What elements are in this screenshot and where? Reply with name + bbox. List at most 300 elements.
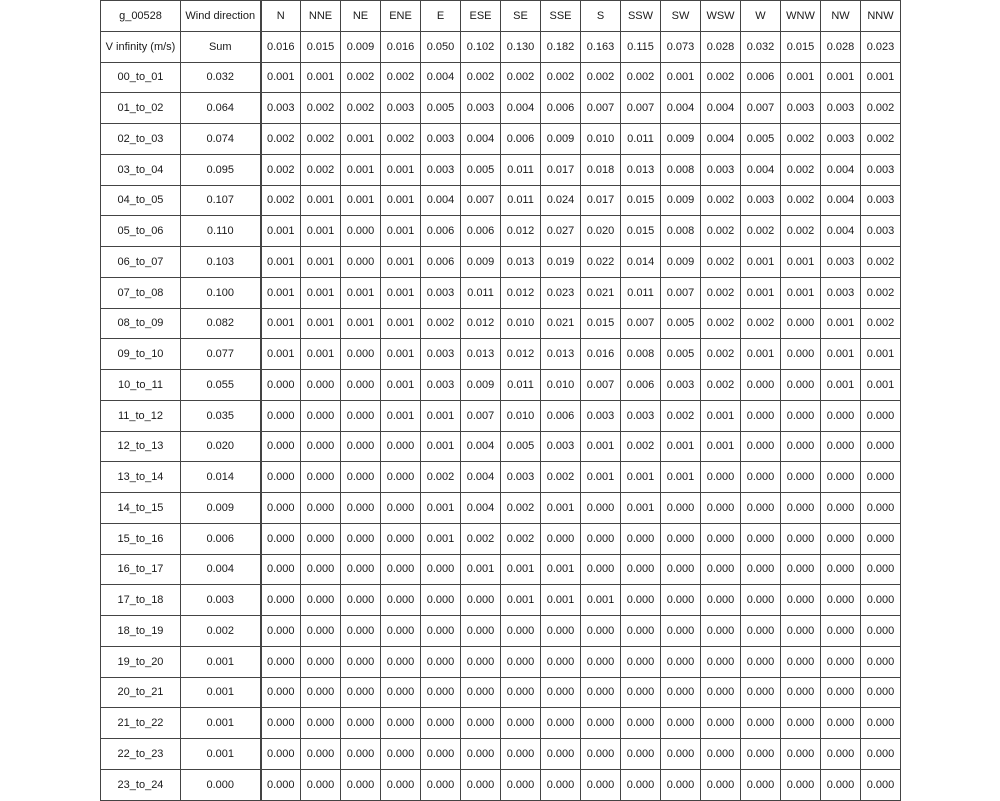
frequency-cell: 0.004 <box>461 493 501 524</box>
direction-header-cell: SE <box>501 1 541 32</box>
frequency-cell: 0.000 <box>581 523 621 554</box>
frequency-cell: 0.006 <box>541 400 581 431</box>
frequency-cell: 0.005 <box>421 93 461 124</box>
frequency-cell: 0.000 <box>861 400 901 431</box>
frequency-cell: 0.001 <box>541 585 581 616</box>
frequency-cell: 0.000 <box>621 523 661 554</box>
frequency-cell: 0.021 <box>541 308 581 339</box>
frequency-cell: 0.002 <box>461 62 501 93</box>
frequency-cell: 0.001 <box>501 554 541 585</box>
frequency-cell: 0.003 <box>421 154 461 185</box>
row-sum-cell: 0.077 <box>181 339 261 370</box>
frequency-cell: 0.001 <box>381 400 421 431</box>
frequency-cell: 0.000 <box>581 708 621 739</box>
frequency-cell: 0.011 <box>501 370 541 401</box>
frequency-cell: 0.002 <box>421 462 461 493</box>
frequency-cell: 0.002 <box>381 62 421 93</box>
row-sum-cell: 0.014 <box>181 462 261 493</box>
frequency-cell: 0.000 <box>341 523 381 554</box>
frequency-cell: 0.002 <box>541 62 581 93</box>
frequency-cell: 0.000 <box>621 585 661 616</box>
frequency-cell: 0.000 <box>821 677 861 708</box>
table-id-cell: g_00528 <box>101 1 181 32</box>
speed-bin-label: 05_to_06 <box>101 216 181 247</box>
frequency-cell: 0.002 <box>301 124 341 155</box>
speed-bin-label: 12_to_13 <box>101 431 181 462</box>
frequency-cell: 0.002 <box>861 247 901 278</box>
frequency-cell: 0.002 <box>701 185 741 216</box>
frequency-cell: 0.002 <box>661 400 701 431</box>
frequency-cell: 0.000 <box>781 370 821 401</box>
frequency-cell: 0.000 <box>741 431 781 462</box>
frequency-cell: 0.000 <box>741 554 781 585</box>
frequency-cell: 0.001 <box>541 493 581 524</box>
frequency-cell: 0.000 <box>821 523 861 554</box>
frequency-cell: 0.000 <box>421 677 461 708</box>
direction-sum-cell: 0.028 <box>821 31 861 62</box>
frequency-cell: 0.000 <box>261 493 301 524</box>
table-row <box>101 93 901 124</box>
frequency-cell: 0.001 <box>621 493 661 524</box>
frequency-cell: 0.007 <box>741 93 781 124</box>
table-row <box>101 523 901 554</box>
frequency-cell: 0.000 <box>621 616 661 647</box>
frequency-cell: 0.002 <box>461 523 501 554</box>
frequency-cell: 0.000 <box>861 585 901 616</box>
speed-bin-label: 07_to_08 <box>101 277 181 308</box>
frequency-cell: 0.012 <box>501 277 541 308</box>
row-sum-cell: 0.074 <box>181 124 261 155</box>
direction-header-cell: S <box>581 1 621 32</box>
frequency-cell: 0.013 <box>621 154 661 185</box>
direction-header-cell: ENE <box>381 1 421 32</box>
frequency-cell: 0.004 <box>461 431 501 462</box>
speed-bin-label: 02_to_03 <box>101 124 181 155</box>
frequency-cell: 0.000 <box>661 616 701 647</box>
frequency-cell: 0.002 <box>581 62 621 93</box>
direction-sum-cell: 0.015 <box>301 31 341 62</box>
frequency-cell: 0.000 <box>781 708 821 739</box>
frequency-cell: 0.000 <box>581 493 621 524</box>
frequency-cell: 0.000 <box>341 585 381 616</box>
direction-header-cell: W <box>741 1 781 32</box>
frequency-cell: 0.000 <box>821 493 861 524</box>
frequency-cell: 0.001 <box>261 308 301 339</box>
frequency-cell: 0.009 <box>661 247 701 278</box>
frequency-cell: 0.001 <box>421 523 461 554</box>
frequency-cell: 0.000 <box>261 554 301 585</box>
speed-bin-label: 08_to_09 <box>101 308 181 339</box>
frequency-cell: 0.010 <box>541 370 581 401</box>
speed-bin-label: 15_to_16 <box>101 523 181 554</box>
speed-bin-label: 00_to_01 <box>101 62 181 93</box>
frequency-cell: 0.000 <box>781 523 821 554</box>
frequency-cell: 0.015 <box>621 185 661 216</box>
frequency-cell: 0.002 <box>861 308 901 339</box>
direction-sum-cell: 0.023 <box>861 31 901 62</box>
frequency-cell: 0.008 <box>661 216 701 247</box>
frequency-cell: 0.001 <box>781 62 821 93</box>
frequency-cell: 0.001 <box>301 277 341 308</box>
speed-bin-label: 17_to_18 <box>101 585 181 616</box>
frequency-cell: 0.006 <box>421 247 461 278</box>
frequency-cell: 0.000 <box>781 677 821 708</box>
frequency-cell: 0.005 <box>661 308 701 339</box>
frequency-cell: 0.000 <box>821 646 861 677</box>
direction-header-cell: WNW <box>781 1 821 32</box>
frequency-cell: 0.001 <box>301 247 341 278</box>
row-sum-cell: 0.107 <box>181 185 261 216</box>
frequency-cell: 0.001 <box>381 370 421 401</box>
speed-bin-label: 21_to_22 <box>101 708 181 739</box>
frequency-cell: 0.000 <box>301 462 341 493</box>
frequency-cell: 0.000 <box>661 585 701 616</box>
frequency-cell: 0.000 <box>261 616 301 647</box>
frequency-cell: 0.000 <box>741 739 781 770</box>
frequency-cell: 0.005 <box>741 124 781 155</box>
direction-sum-cell: 0.028 <box>701 31 741 62</box>
frequency-cell: 0.000 <box>461 739 501 770</box>
frequency-cell: 0.007 <box>621 93 661 124</box>
frequency-cell: 0.004 <box>501 93 541 124</box>
direction-header-cell: SSE <box>541 1 581 32</box>
frequency-cell: 0.002 <box>501 493 541 524</box>
frequency-cell: 0.000 <box>701 493 741 524</box>
row-sum-cell: 0.020 <box>181 431 261 462</box>
frequency-cell: 0.001 <box>581 431 621 462</box>
speed-bin-label: 03_to_04 <box>101 154 181 185</box>
frequency-cell: 0.002 <box>621 431 661 462</box>
frequency-cell: 0.000 <box>381 708 421 739</box>
frequency-cell: 0.002 <box>501 62 541 93</box>
row-sum-cell: 0.002 <box>181 616 261 647</box>
frequency-cell: 0.012 <box>461 308 501 339</box>
speed-bin-label: 04_to_05 <box>101 185 181 216</box>
frequency-cell: 0.021 <box>581 277 621 308</box>
frequency-cell: 0.000 <box>781 339 821 370</box>
frequency-cell: 0.000 <box>541 646 581 677</box>
table-row <box>101 462 901 493</box>
frequency-cell: 0.001 <box>581 585 621 616</box>
frequency-cell: 0.001 <box>261 216 301 247</box>
frequency-cell: 0.000 <box>301 370 341 401</box>
frequency-cell: 0.000 <box>541 616 581 647</box>
frequency-cell: 0.001 <box>741 277 781 308</box>
frequency-cell: 0.007 <box>661 277 701 308</box>
frequency-cell: 0.000 <box>861 769 901 800</box>
speed-bin-label: 14_to_15 <box>101 493 181 524</box>
frequency-cell: 0.001 <box>861 339 901 370</box>
frequency-cell: 0.004 <box>821 154 861 185</box>
frequency-cell: 0.000 <box>661 646 701 677</box>
frequency-cell: 0.002 <box>781 216 821 247</box>
speed-bin-label: 09_to_10 <box>101 339 181 370</box>
row-sum-cell: 0.103 <box>181 247 261 278</box>
frequency-cell: 0.010 <box>501 308 541 339</box>
frequency-cell: 0.000 <box>501 739 541 770</box>
frequency-cell: 0.022 <box>581 247 621 278</box>
frequency-cell: 0.001 <box>701 431 741 462</box>
direction-sum-cell: 0.115 <box>621 31 661 62</box>
row-sum-cell: 0.009 <box>181 493 261 524</box>
frequency-cell: 0.000 <box>781 431 821 462</box>
frequency-cell: 0.027 <box>541 216 581 247</box>
frequency-cell: 0.012 <box>501 216 541 247</box>
frequency-cell: 0.000 <box>341 370 381 401</box>
frequency-cell: 0.004 <box>461 462 501 493</box>
frequency-cell: 0.000 <box>861 462 901 493</box>
frequency-cell: 0.002 <box>701 247 741 278</box>
frequency-cell: 0.000 <box>381 677 421 708</box>
frequency-cell: 0.017 <box>581 185 621 216</box>
speed-bin-label: 10_to_11 <box>101 370 181 401</box>
frequency-cell: 0.006 <box>461 216 501 247</box>
frequency-cell: 0.002 <box>701 370 741 401</box>
direction-sum-cell: 0.163 <box>581 31 621 62</box>
table-row <box>101 400 901 431</box>
frequency-cell: 0.000 <box>461 677 501 708</box>
frequency-cell: 0.000 <box>501 616 541 647</box>
frequency-cell: 0.001 <box>381 185 421 216</box>
frequency-cell: 0.006 <box>741 62 781 93</box>
frequency-cell: 0.001 <box>821 62 861 93</box>
table-row <box>101 431 901 462</box>
frequency-cell: 0.000 <box>661 493 701 524</box>
direction-sum-cell: 0.182 <box>541 31 581 62</box>
frequency-cell: 0.001 <box>301 339 341 370</box>
frequency-cell: 0.000 <box>701 677 741 708</box>
row-sum-cell: 0.055 <box>181 370 261 401</box>
frequency-cell: 0.001 <box>301 185 341 216</box>
frequency-cell: 0.003 <box>861 216 901 247</box>
row-sum-cell: 0.000 <box>181 769 261 800</box>
frequency-cell: 0.000 <box>661 554 701 585</box>
frequency-cell: 0.003 <box>821 93 861 124</box>
frequency-cell: 0.000 <box>261 677 301 708</box>
frequency-cell: 0.000 <box>301 585 341 616</box>
frequency-cell: 0.000 <box>861 739 901 770</box>
frequency-cell: 0.000 <box>261 585 301 616</box>
frequency-cell: 0.001 <box>261 339 301 370</box>
frequency-cell: 0.002 <box>301 154 341 185</box>
frequency-cell: 0.002 <box>781 185 821 216</box>
frequency-cell: 0.015 <box>621 216 661 247</box>
frequency-cell: 0.002 <box>861 93 901 124</box>
row-sum-cell: 0.001 <box>181 677 261 708</box>
frequency-cell: 0.007 <box>461 400 501 431</box>
frequency-cell: 0.000 <box>341 554 381 585</box>
frequency-cell: 0.000 <box>861 677 901 708</box>
table-row <box>101 185 901 216</box>
direction-header-cell: WSW <box>701 1 741 32</box>
direction-header-cell: NNW <box>861 1 901 32</box>
frequency-cell: 0.003 <box>821 247 861 278</box>
table-row <box>101 554 901 585</box>
frequency-cell: 0.000 <box>821 462 861 493</box>
speed-bin-label: 23_to_24 <box>101 769 181 800</box>
table-row <box>101 277 901 308</box>
frequency-cell: 0.001 <box>381 154 421 185</box>
frequency-cell: 0.011 <box>461 277 501 308</box>
speed-bin-label: 22_to_23 <box>101 739 181 770</box>
frequency-cell: 0.001 <box>381 216 421 247</box>
frequency-cell: 0.000 <box>341 646 381 677</box>
frequency-cell: 0.000 <box>461 769 501 800</box>
row-sum-cell: 0.006 <box>181 523 261 554</box>
frequency-cell: 0.000 <box>781 462 821 493</box>
frequency-cell: 0.000 <box>301 677 341 708</box>
frequency-cell: 0.000 <box>621 708 661 739</box>
frequency-cell: 0.004 <box>701 93 741 124</box>
frequency-cell: 0.000 <box>581 616 621 647</box>
frequency-cell: 0.001 <box>261 62 301 93</box>
frequency-cell: 0.000 <box>341 339 381 370</box>
frequency-cell: 0.000 <box>621 739 661 770</box>
frequency-cell: 0.000 <box>301 431 341 462</box>
frequency-cell: 0.002 <box>741 308 781 339</box>
frequency-cell: 0.003 <box>541 431 581 462</box>
table-row <box>101 247 901 278</box>
table-row <box>101 585 901 616</box>
direction-sum-cell: 0.032 <box>741 31 781 62</box>
row-sum-cell: 0.082 <box>181 308 261 339</box>
frequency-cell: 0.000 <box>341 400 381 431</box>
table-row <box>101 62 901 93</box>
frequency-cell: 0.002 <box>701 277 741 308</box>
row-sum-cell: 0.100 <box>181 277 261 308</box>
frequency-cell: 0.000 <box>861 554 901 585</box>
table-row <box>101 646 901 677</box>
frequency-cell: 0.006 <box>501 124 541 155</box>
frequency-cell: 0.003 <box>501 462 541 493</box>
frequency-cell: 0.000 <box>421 769 461 800</box>
frequency-cell: 0.004 <box>821 216 861 247</box>
frequency-cell: 0.000 <box>781 493 821 524</box>
frequency-cell: 0.003 <box>781 93 821 124</box>
frequency-cell: 0.000 <box>581 739 621 770</box>
frequency-cell: 0.000 <box>621 554 661 585</box>
frequency-cell: 0.002 <box>501 523 541 554</box>
frequency-cell: 0.003 <box>421 370 461 401</box>
speed-bin-label: 18_to_19 <box>101 616 181 647</box>
frequency-cell: 0.003 <box>421 277 461 308</box>
frequency-cell: 0.004 <box>461 124 501 155</box>
frequency-cell: 0.000 <box>501 708 541 739</box>
frequency-cell: 0.000 <box>741 493 781 524</box>
frequency-cell: 0.001 <box>341 277 381 308</box>
table-row <box>101 216 901 247</box>
frequency-cell: 0.000 <box>381 493 421 524</box>
frequency-cell: 0.007 <box>581 93 621 124</box>
frequency-cell: 0.013 <box>461 339 501 370</box>
frequency-cell: 0.001 <box>301 308 341 339</box>
frequency-cell: 0.002 <box>701 339 741 370</box>
frequency-cell: 0.000 <box>821 400 861 431</box>
frequency-cell: 0.000 <box>301 769 341 800</box>
frequency-cell: 0.006 <box>421 216 461 247</box>
frequency-cell: 0.000 <box>861 523 901 554</box>
frequency-cell: 0.000 <box>301 400 341 431</box>
frequency-cell: 0.000 <box>781 400 821 431</box>
speed-bin-label: 01_to_02 <box>101 93 181 124</box>
frequency-cell: 0.000 <box>261 431 301 462</box>
frequency-cell: 0.000 <box>781 554 821 585</box>
row-sum-cell: 0.001 <box>181 646 261 677</box>
frequency-cell: 0.000 <box>741 462 781 493</box>
frequency-cell: 0.001 <box>381 339 421 370</box>
frequency-cell: 0.000 <box>301 646 341 677</box>
speed-bin-label: 16_to_17 <box>101 554 181 585</box>
frequency-cell: 0.000 <box>381 739 421 770</box>
frequency-cell: 0.000 <box>301 616 341 647</box>
frequency-cell: 0.011 <box>621 124 661 155</box>
frequency-cell: 0.005 <box>461 154 501 185</box>
frequency-cell: 0.000 <box>781 646 821 677</box>
frequency-cell: 0.000 <box>821 708 861 739</box>
frequency-cell: 0.000 <box>461 616 501 647</box>
direction-sum-cell: 0.102 <box>461 31 501 62</box>
direction-sum-cell: 0.016 <box>261 31 301 62</box>
frequency-cell: 0.000 <box>781 585 821 616</box>
frequency-cell: 0.000 <box>861 493 901 524</box>
frequency-cell: 0.000 <box>621 769 661 800</box>
frequency-cell: 0.000 <box>821 616 861 647</box>
frequency-cell: 0.002 <box>781 154 821 185</box>
frequency-cell: 0.007 <box>621 308 661 339</box>
frequency-cell: 0.011 <box>621 277 661 308</box>
frequency-cell: 0.016 <box>581 339 621 370</box>
direction-header-cell: SSW <box>621 1 661 32</box>
frequency-cell: 0.001 <box>421 400 461 431</box>
frequency-cell: 0.002 <box>701 308 741 339</box>
table-row <box>101 493 901 524</box>
frequency-cell: 0.007 <box>581 370 621 401</box>
row-sum-cell: 0.003 <box>181 585 261 616</box>
frequency-cell: 0.000 <box>541 677 581 708</box>
frequency-cell: 0.003 <box>461 93 501 124</box>
frequency-cell: 0.003 <box>821 124 861 155</box>
frequency-cell: 0.000 <box>341 493 381 524</box>
frequency-cell: 0.000 <box>581 646 621 677</box>
frequency-cell: 0.000 <box>541 523 581 554</box>
row-sum-cell: 0.001 <box>181 708 261 739</box>
speed-bin-label: 19_to_20 <box>101 646 181 677</box>
frequency-cell: 0.002 <box>301 93 341 124</box>
frequency-cell: 0.009 <box>661 185 701 216</box>
frequency-cell: 0.000 <box>341 769 381 800</box>
frequency-cell: 0.000 <box>741 708 781 739</box>
frequency-cell: 0.000 <box>421 616 461 647</box>
frequency-cell: 0.008 <box>661 154 701 185</box>
frequency-cell: 0.000 <box>581 769 621 800</box>
frequency-cell: 0.002 <box>741 216 781 247</box>
frequency-cell: 0.003 <box>621 400 661 431</box>
frequency-cell: 0.003 <box>861 185 901 216</box>
frequency-cell: 0.000 <box>341 216 381 247</box>
frequency-cell: 0.009 <box>461 247 501 278</box>
frequency-cell: 0.000 <box>861 708 901 739</box>
row-sum-cell: 0.001 <box>181 739 261 770</box>
frequency-cell: 0.000 <box>461 585 501 616</box>
row-sum-cell: 0.110 <box>181 216 261 247</box>
frequency-cell: 0.001 <box>781 277 821 308</box>
frequency-cell: 0.000 <box>261 462 301 493</box>
frequency-cell: 0.000 <box>821 554 861 585</box>
frequency-cell: 0.006 <box>541 93 581 124</box>
frequency-cell: 0.000 <box>301 739 341 770</box>
frequency-cell: 0.001 <box>341 308 381 339</box>
frequency-cell: 0.000 <box>421 554 461 585</box>
